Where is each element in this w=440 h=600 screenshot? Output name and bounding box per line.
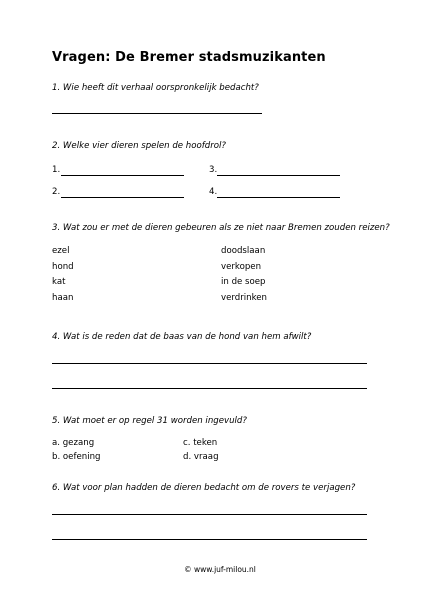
option-c[interactable]: c. teken [183,438,218,448]
question-4: 4. Wat is de reden dat de baas van de hond van hem afwilt? [52,332,312,342]
question-1: 1. Wie heeft dit verhaal oorspronkelijk bedacht? [52,83,259,93]
answer-line-animal-3[interactable] [217,175,340,176]
answer-line-animal-2[interactable] [61,197,184,198]
answer-line-animal-4[interactable] [217,197,340,198]
animal-item[interactable]: haan [52,293,74,303]
question-2: 2. Welke vier dieren spelen de hoofdrol? [52,141,226,151]
animal-item[interactable]: hond [52,262,74,272]
animal-item[interactable]: kat [52,277,66,287]
answer-line-animal-1[interactable] [61,175,184,176]
answer-line-q4-1[interactable] [52,363,367,364]
footer-credit: © www.juf-milou.nl [184,565,256,574]
fate-item[interactable]: verkopen [221,262,262,272]
blank-label-4: 4. [209,187,218,197]
blank-label-3: 3. [209,165,218,175]
fate-item[interactable]: doodslaan [221,246,266,256]
answer-line-q6-2[interactable] [52,539,367,540]
fate-item[interactable]: in de soep [221,277,266,287]
option-d[interactable]: d. vraag [183,452,219,462]
blank-label-1: 1. [52,165,61,175]
answer-line-q4-2[interactable] [52,388,367,389]
animal-item[interactable]: ezel [52,246,70,256]
fate-item[interactable]: verdrinken [221,293,267,303]
question-5: 5. Wat moet er op regel 31 worden ingevuld? [52,416,247,426]
blank-label-2: 2. [52,187,61,197]
question-6: 6. Wat voor plan hadden de dieren bedacht om de rovers te verjagen? [52,483,356,493]
option-b[interactable]: b. oefening [52,452,101,462]
option-a[interactable]: a. gezang [52,438,95,448]
answer-line-q1[interactable] [52,113,262,114]
page-title: Vragen: De Bremer stadsmuzikanten [52,50,326,65]
question-3: 3. Wat zou er met de dieren gebeuren als ze niet naar Bremen zouden reizen? [52,223,390,233]
answer-line-q6-1[interactable] [52,514,367,515]
